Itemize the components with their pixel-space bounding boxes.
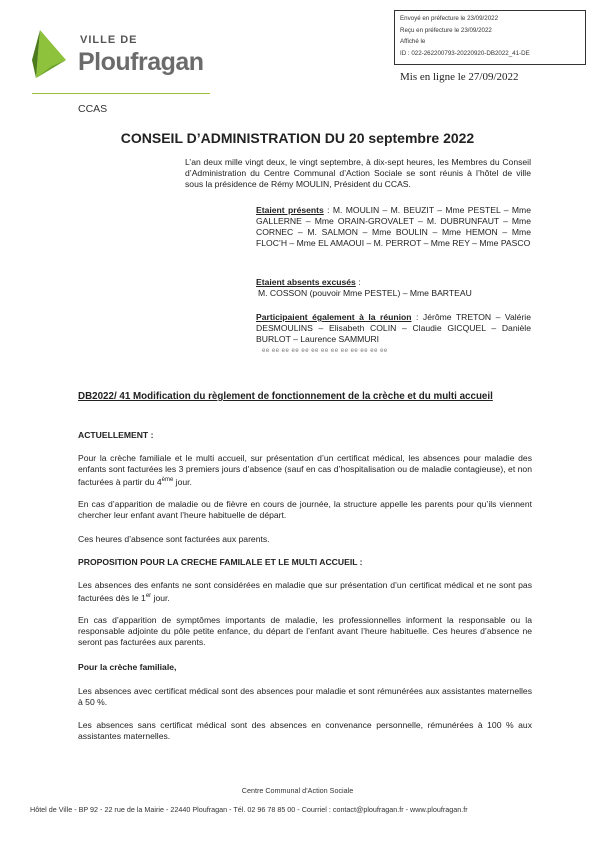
absent-block <box>256 277 531 299</box>
section-title: DB2022/ 41 Modification du règlement de fonctionnement de la crèche et du multi accueil <box>78 391 493 402</box>
proposal-p1-text: Les absences des enfants ne sont considérées en maladie que sur présentation d’un certificat médical et ne sont pas facturées dès le 1 <box>78 580 532 603</box>
proposal-p1-sup: er <box>145 593 152 599</box>
document-title: CONSEIL D’ADMINISTRATION DU 20 septembre 2022 <box>120 130 475 146</box>
current-heading: ACTUELLEMENT : <box>78 430 154 440</box>
logo-line1: VILLE DE <box>80 34 138 46</box>
current-paragraph-3: Ces heures d’absence sont facturées aux parents. <box>78 534 270 544</box>
family-paragraph-2: Les absences sans certificat médical sont des absences en convenance personnelle, rémunérées à 100 % aux assistantes maternelles. <box>78 720 532 741</box>
present-list: : M. MOULIN – M. BEUZIT – Mme PESTEL – Mme GALLERNE – Mme ORAIN-GROVALET – M. DUBRUNFAUT – Mme CORNEC – M. SALMON – Mme BOULIN – Mme HEMON – Mme FLOC’H – Mme EL AMAOUI – M. PERROT – Mme REY – Mme PASCO <box>256 205 531 248</box>
current-p1-text: Pour la crèche familiale et le multi accueil, sur présentation d’un certificat médical, les absences pour maladie des enfants sont facturées les 3 premiers jours d’absence (sauf en cas d’hospitalisation ou de maladie contagieuse), et non facturées à partir du 4 <box>78 453 532 487</box>
participants-block <box>256 312 531 345</box>
proposal-paragraph-2: En cas d’apparition de symptômes importants de maladie, les professionnelles informent la responsable ou la responsable adjointe du pôle petite enfance, du départ de l’enfant avant l’heure habituelle. Ces heures d’absence ne seront pas facturées aux parents. <box>78 615 532 647</box>
participants-list: : Jérôme TRETON – Valérie DESMOULINS – Elisabeth COLIN – Claudie GICQUEL – Danièle BURLOT – Laurence SAMMURI <box>256 312 532 344</box>
stamp-line: ID : 022-262200793-20220920-DB2022_41-DE <box>400 49 530 57</box>
current-paragraph-1 <box>78 453 532 488</box>
absent-heading: Etaient absents excusés <box>256 277 356 287</box>
ville-logo <box>32 28 222 98</box>
present-heading: Etaient présents <box>256 205 324 215</box>
absent-colon: : <box>355 277 361 287</box>
ploufragan-leaf-icon <box>32 30 72 82</box>
stamp-line: Affiché le <box>400 38 426 46</box>
proposal-paragraph-1 <box>78 580 532 604</box>
present-block <box>256 205 531 249</box>
faded-line: ee ee ee ee ee ee ee ee ee ee ee ee ee <box>262 348 388 354</box>
current-paragraph-2: En cas d’apparition de maladie ou de fièvre en cours de journée, la structure appelle les parents pour qu’ils viennent chercher leur enfant avant l’heure habituelle de départ. <box>78 499 532 520</box>
intro-paragraph: L’an deux mille vingt deux, le vingt septembre, à dix-sept heures, les Membres du Conseil d’Administration du Centre Communal d’Action Sociale se sont réunis à l’hôtel de ville sous la présidence de Rémy MOULIN, Président du CCAS. <box>185 157 531 189</box>
prefecture-stamp <box>394 10 586 65</box>
stamp-line: Reçu en préfecture le 23/09/2022 <box>400 26 492 34</box>
footer-title: Centre Communal d’Action Sociale <box>241 786 354 795</box>
proposal-p1-end: jour. <box>151 592 170 603</box>
family-paragraph-1: Les absences avec certificat médical sont des absences pour maladie et sont rémunérées aux assistantes maternelles à 50 %. <box>78 686 532 707</box>
footer-address: Hôtel de Ville - BP 92 - 22 rue de la Mairie - 22440 Ploufragan - Tél. 02 96 78 85 00 - Courriel : contact@ploufragan.fr - www.ploufragan.fr <box>30 805 468 814</box>
absent-list: M. COSSON (pouvoir Mme PESTEL) – Mme BARTEAU <box>258 288 472 298</box>
logo-line2: Ploufragan <box>78 48 204 76</box>
participants-heading: Participaient également à la réunion <box>256 312 412 322</box>
family-heading: Pour la crèche familiale, <box>78 662 177 672</box>
current-p1-end: jour. <box>173 476 192 487</box>
current-p1-sup: ème <box>161 477 174 483</box>
service-label: CCAS <box>78 103 108 115</box>
proposal-heading: PROPOSITION POUR LA CRECHE FAMILALE ET LE MULTI ACCUEIL : <box>78 557 363 567</box>
logo-underline <box>32 93 210 94</box>
stamp-line: Envoyé en préfecture le 23/09/2022 <box>400 15 499 22</box>
online-date: Mis en ligne le 27/09/2022 <box>400 71 519 83</box>
